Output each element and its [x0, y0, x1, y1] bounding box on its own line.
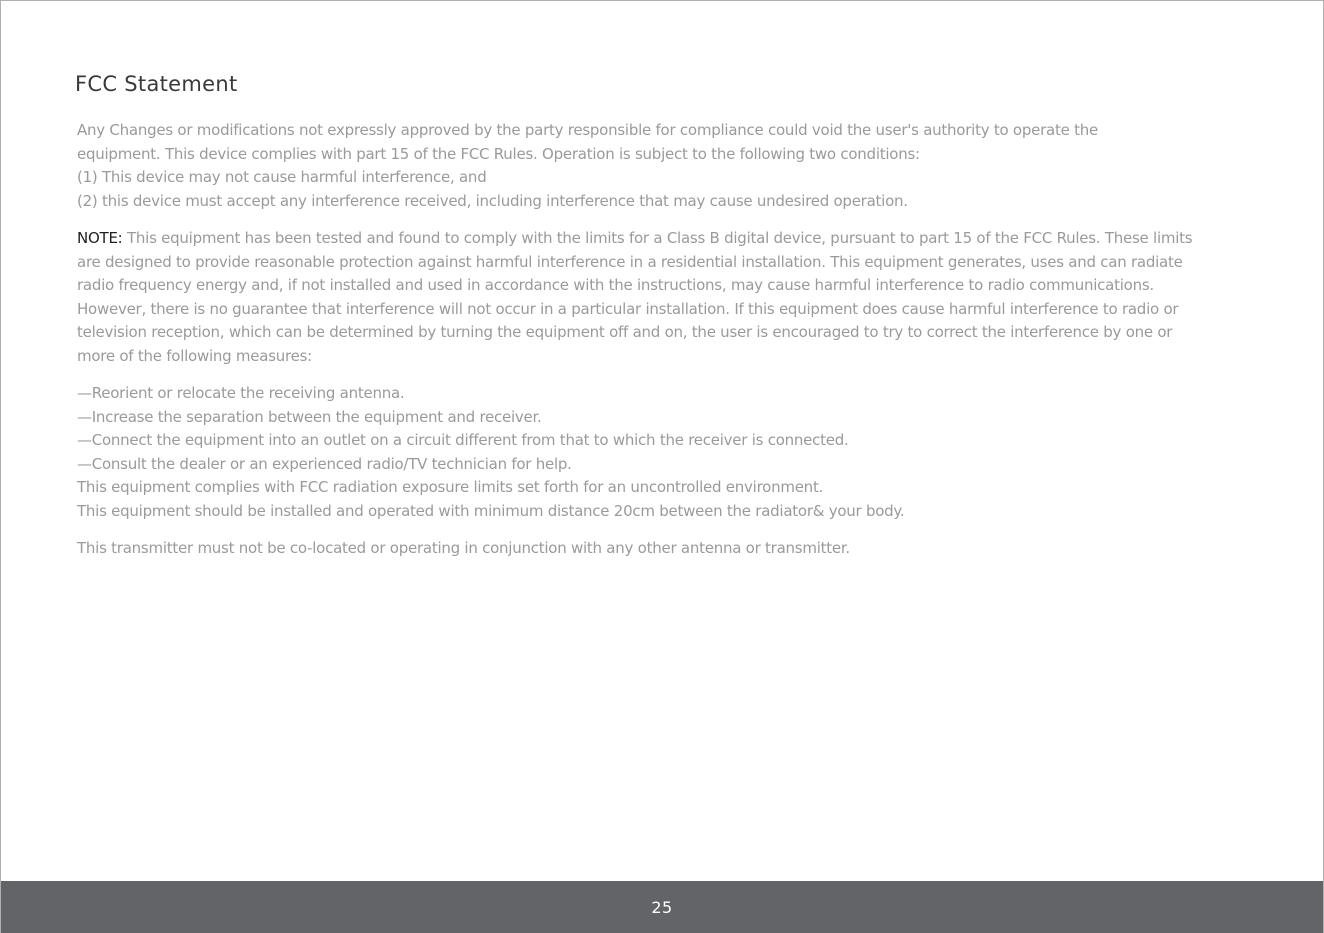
note-line: However, there is no guarantee that interference will not occur in a particular installation. If this equipment does cause harmful interference to radio or: [77, 299, 1179, 318]
closing-line: This transmitter must not be co-located or operating in conjunction with any other antenna or transmitter.: [77, 539, 850, 557]
intro-line: (1) This device may not cause harmful interference, and: [77, 168, 487, 186]
intro-line: (2) this device must accept any interference received, including interference that may cause undesired operation.: [77, 191, 908, 210]
note-line: [77, 227, 1257, 251]
measure-line: —Increase the separation between the equipment and receiver.: [77, 407, 542, 426]
measure-line: —Reorient or relocate the receiving antenna.: [77, 384, 405, 402]
note-line: television reception, which can be determined by turning the equipment off and on, the user is encouraged to try to correct the interference by one or: [77, 323, 1173, 341]
page-title: FCC Statement: [75, 72, 238, 96]
note-line: more of the following measures:: [77, 346, 312, 365]
exposure-line: This equipment should be installed and operated with minimum distance 20cm between the radiator& your body.: [77, 501, 905, 520]
page-footer: [1, 881, 1323, 933]
note-label: NOTE:: [77, 229, 123, 247]
intro-line: equipment. This device complies with part 15 of the FCC Rules. Operation is subject to the following two conditions:: [77, 144, 920, 163]
measure-line: —Connect the equipment into an outlet on a circuit different from that to which the receiver is connected.: [77, 431, 849, 449]
measure-line: —Consult the dealer or an experienced radio/TV technician for help.: [77, 454, 572, 473]
page-number: 25: [651, 897, 673, 917]
exposure-line: This equipment complies with FCC radiation exposure limits set forth for an uncontrolled environment.: [77, 478, 824, 496]
document-body: [77, 119, 1257, 561]
note-line: are designed to provide reasonable protection against harmful interference in a residential installation. This equipment generates, uses and can radiate: [77, 252, 1183, 271]
note-line: radio frequency energy and, if not installed and used in accordance with the instructions, may cause harmful interference to radio communications.: [77, 276, 1154, 294]
note-text: This equipment has been tested and found to comply with the limits for a Class B digital device, pursuant to part 15 of the FCC Rules. These limits: [122, 229, 1193, 247]
intro-line: Any Changes or modifications not expressly approved by the party responsible for compliance could void the user's authority to operate the: [77, 121, 1098, 139]
